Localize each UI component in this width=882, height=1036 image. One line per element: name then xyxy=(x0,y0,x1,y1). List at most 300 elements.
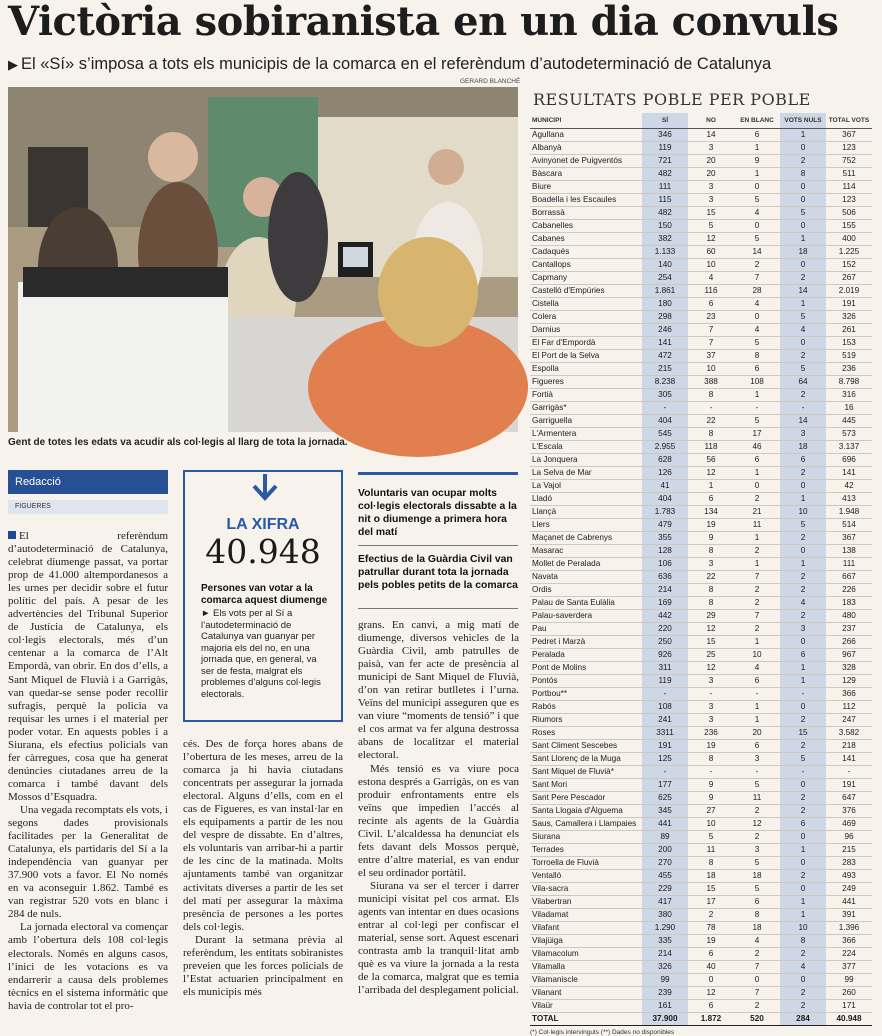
table-cell: 1.290 xyxy=(642,921,688,934)
figure-body: ► Els vots per al Sí a l’autodeterminació de Catalunya van guanyar per majoria els del no, en una jornada que, en general, va ser de festa, malgrat els problemes d’alguns col·legis electorals. xyxy=(201,608,321,700)
table-cell: 28 xyxy=(734,284,780,297)
table-cell: 367 xyxy=(826,531,872,544)
table-row xyxy=(530,479,872,492)
table-cell: 14 xyxy=(780,284,826,297)
table-cell: 3.582 xyxy=(826,726,872,739)
table-row xyxy=(530,648,872,661)
table-cell: 479 xyxy=(642,518,688,531)
table-cell: 1.948 xyxy=(826,505,872,518)
table-cell: 22 xyxy=(688,570,734,583)
table-cell: 254 xyxy=(642,271,688,284)
table-cell: 141 xyxy=(642,336,688,349)
arrow-down-icon xyxy=(249,472,281,502)
table-cell: Vilabertran xyxy=(530,895,642,908)
table-cell: Vila-sacra xyxy=(530,882,642,895)
table-row xyxy=(530,323,872,336)
table-cell: 19 xyxy=(688,739,734,752)
table-cell: Ventalló xyxy=(530,869,642,882)
table-row xyxy=(530,921,872,934)
header-blanc: EN BLANC xyxy=(734,113,780,128)
table-cell: 89 xyxy=(642,830,688,843)
table-row xyxy=(530,427,872,440)
table-cell: 161 xyxy=(642,999,688,1012)
figure-value: 40.948 xyxy=(205,532,321,571)
header-si: SÍ xyxy=(642,113,688,128)
table-cell: 376 xyxy=(826,804,872,817)
table-cell: 5 xyxy=(780,362,826,375)
table-cell: 311 xyxy=(642,661,688,674)
figure-box xyxy=(183,470,343,722)
table-cell: 20 xyxy=(734,726,780,739)
table-cell: 0 xyxy=(780,258,826,271)
table-cell: - xyxy=(642,765,688,778)
table-cell: 1 xyxy=(780,908,826,921)
table-row xyxy=(530,908,872,921)
table-cell: 10 xyxy=(734,648,780,661)
highlight-2: Efectius de la Guàrdia Civil van patrullar durant tota la jornada pels pobles petits de la comarca xyxy=(358,554,518,591)
table-cell: 4 xyxy=(734,934,780,947)
table-cell: La Selva de Mar xyxy=(530,466,642,479)
table-row xyxy=(530,453,872,466)
table-row xyxy=(530,661,872,674)
table-cell: 2 xyxy=(780,388,826,401)
table-cell: Figueres xyxy=(530,375,642,388)
table-cell: 2 xyxy=(780,947,826,960)
table-cell: Lladó xyxy=(530,492,642,505)
table-cell: 12 xyxy=(688,232,734,245)
table-cell: 2 xyxy=(780,570,826,583)
table-cell: 0 xyxy=(780,219,826,232)
table-cell: 108 xyxy=(734,375,780,388)
table-row xyxy=(530,843,872,856)
table-cell: 96 xyxy=(826,830,872,843)
table-cell: 9 xyxy=(734,154,780,167)
table-cell: Espolla xyxy=(530,362,642,375)
table-cell: 37 xyxy=(688,349,734,362)
table-cell: 6 xyxy=(734,362,780,375)
table-cell: 0 xyxy=(688,973,734,986)
divider xyxy=(358,545,518,546)
table-cell: 2 xyxy=(734,492,780,505)
table-row xyxy=(530,336,872,349)
table-cell: 128 xyxy=(642,544,688,557)
table-row xyxy=(530,245,872,258)
table-cell: 18 xyxy=(688,869,734,882)
table-row xyxy=(530,310,872,323)
table-cell: 191 xyxy=(826,297,872,310)
table-cell: Biure xyxy=(530,180,642,193)
header-total: TOTAL VOTS xyxy=(826,113,872,128)
table-cell: 200 xyxy=(642,843,688,856)
table-cell: 22 xyxy=(688,414,734,427)
polling-station-photo xyxy=(8,87,518,432)
table-cell: 8 xyxy=(688,427,734,440)
table-cell: 2 xyxy=(780,349,826,362)
table-cell: 1 xyxy=(780,128,826,141)
table-cell: 106 xyxy=(642,557,688,570)
table-cell: 141 xyxy=(826,466,872,479)
table-cell: 0 xyxy=(780,973,826,986)
table-cell: 5 xyxy=(734,232,780,245)
table-cell: 469 xyxy=(826,817,872,830)
table-cell: 42 xyxy=(826,479,872,492)
table-cell: 1 xyxy=(734,388,780,401)
table-cell: 112 xyxy=(826,700,872,713)
table-cell: 15 xyxy=(688,882,734,895)
table-cell: 15 xyxy=(780,726,826,739)
table-cell: 1 xyxy=(734,700,780,713)
table-cell: Masarac xyxy=(530,544,642,557)
table-cell: 260 xyxy=(826,986,872,999)
table-cell: 366 xyxy=(826,687,872,700)
table-cell: 118 xyxy=(688,440,734,453)
table-cell: 169 xyxy=(642,596,688,609)
table-cell: 391 xyxy=(826,908,872,921)
table-cell: 2 xyxy=(780,531,826,544)
table-cell: 6 xyxy=(734,453,780,466)
table-row xyxy=(530,934,872,947)
table-cell: 1 xyxy=(780,557,826,570)
table-cell: 3 xyxy=(780,427,826,440)
table-cell: 4 xyxy=(688,271,734,284)
table-cell: Castelló d'Empúries xyxy=(530,284,642,297)
table-cell: 241 xyxy=(642,713,688,726)
table-cell: Riumors xyxy=(530,713,642,726)
table-row xyxy=(530,583,872,596)
paragraph: Una vegada recomptats els vots, i segons dades provisionals facilitades per la Generalitat de Catalunya, els partidaris del Sí a la independència van guanyar per 37.900 vots a favor. El No només en va aconseguir 1.862. També es van registrar 520 vots en blanc i 284 de nuls. xyxy=(8,803,168,921)
table-row xyxy=(530,154,872,167)
table-cell: 3.137 xyxy=(826,440,872,453)
table-cell: 134 xyxy=(688,505,734,518)
table-cell: 155 xyxy=(826,219,872,232)
table-cell: 1 xyxy=(780,674,826,687)
triangle-bullet-icon: ▶ xyxy=(8,57,18,72)
table-cell: 56 xyxy=(688,453,734,466)
table-cell: Vilamaniscle xyxy=(530,973,642,986)
table-cell: 8 xyxy=(688,596,734,609)
table-cell: 417 xyxy=(642,895,688,908)
table-cell: Terrades xyxy=(530,843,642,856)
table-cell: 9 xyxy=(688,778,734,791)
table-cell: 119 xyxy=(642,141,688,154)
header-no: NO xyxy=(688,113,734,128)
table-cell: TOTAL xyxy=(530,1012,642,1025)
table-cell: - xyxy=(780,687,826,700)
table-cell: 1.783 xyxy=(642,505,688,518)
table-cell: Sant Climent Sescebes xyxy=(530,739,642,752)
table-cell: 493 xyxy=(826,869,872,882)
table-cell: Colera xyxy=(530,310,642,323)
table-cell: 0 xyxy=(734,310,780,323)
table-cell: 270 xyxy=(642,856,688,869)
table-cell: 7 xyxy=(734,570,780,583)
table-cell: 14 xyxy=(734,245,780,258)
table-cell: 11 xyxy=(734,791,780,804)
table-cell: 0 xyxy=(780,830,826,843)
table-cell: 647 xyxy=(826,791,872,804)
table-cell: 8 xyxy=(688,583,734,596)
table-cell: 4 xyxy=(780,960,826,973)
table-cell: 3 xyxy=(688,193,734,206)
table-row xyxy=(530,219,872,232)
table-cell: 1.872 xyxy=(688,1012,734,1025)
table-cell: 328 xyxy=(826,661,872,674)
table-row xyxy=(530,414,872,427)
table-cell: Llançà xyxy=(530,505,642,518)
table-row xyxy=(530,674,872,687)
table-row xyxy=(530,635,872,648)
table-cell: 267 xyxy=(826,271,872,284)
table-row xyxy=(530,882,872,895)
table-row xyxy=(530,856,872,869)
table-cell: Vilamalla xyxy=(530,960,642,973)
article-column-3 xyxy=(358,619,519,997)
table-cell: 25 xyxy=(688,648,734,661)
table-cell: El Port de la Selva xyxy=(530,349,642,362)
table-row xyxy=(530,505,872,518)
table-cell: - xyxy=(688,687,734,700)
table-cell: 16 xyxy=(826,401,872,414)
table-cell: 1 xyxy=(780,297,826,310)
table-cell: 5 xyxy=(688,219,734,232)
table-cell: 380 xyxy=(642,908,688,921)
table-row xyxy=(530,765,872,778)
divider xyxy=(358,608,518,609)
table-row xyxy=(530,830,872,843)
table-cell: 114 xyxy=(826,180,872,193)
table-cell: 696 xyxy=(826,453,872,466)
table-cell: 0 xyxy=(780,544,826,557)
table-row xyxy=(530,960,872,973)
table-cell: 224 xyxy=(826,947,872,960)
table-cell: 226 xyxy=(826,583,872,596)
table-cell: 6 xyxy=(780,648,826,661)
table-cell: 455 xyxy=(642,869,688,882)
table-cell: 8 xyxy=(734,349,780,362)
table-cell: 191 xyxy=(642,739,688,752)
table-cell: 377 xyxy=(826,960,872,973)
table-cell: 2 xyxy=(780,804,826,817)
table-cell: 2 xyxy=(734,947,780,960)
table-cell: 636 xyxy=(642,570,688,583)
table-cell: 7 xyxy=(688,336,734,349)
table-cell: 667 xyxy=(826,570,872,583)
table-cell: 6 xyxy=(688,947,734,960)
table-cell: Pedret i Marzà xyxy=(530,635,642,648)
table-cell: 625 xyxy=(642,791,688,804)
table-row xyxy=(530,193,872,206)
table-row xyxy=(530,284,872,297)
table-cell: Cabanes xyxy=(530,232,642,245)
table-cell: 99 xyxy=(826,973,872,986)
table-row xyxy=(530,232,872,245)
table-cell: 335 xyxy=(642,934,688,947)
table-cell: 5 xyxy=(734,414,780,427)
table-row xyxy=(530,362,872,375)
table-cell: 1 xyxy=(780,232,826,245)
table-cell: 191 xyxy=(826,778,872,791)
table-cell: Portbou** xyxy=(530,687,642,700)
table-cell: 2 xyxy=(734,830,780,843)
table-cell: 305 xyxy=(642,388,688,401)
table-cell: 60 xyxy=(688,245,734,258)
table-cell: Albanyà xyxy=(530,141,642,154)
table-cell: 19 xyxy=(688,518,734,531)
table-cell: 214 xyxy=(642,947,688,960)
table-row xyxy=(530,869,872,882)
table-row xyxy=(530,206,872,219)
table-row xyxy=(530,622,872,635)
header-nuls: VOTS NULS xyxy=(780,113,826,128)
table-cell: 177 xyxy=(642,778,688,791)
table-cell: 0 xyxy=(780,700,826,713)
table-cell: Viladamat xyxy=(530,908,642,921)
table-cell: 7 xyxy=(734,271,780,284)
table-cell: 236 xyxy=(688,726,734,739)
table-cell: 2 xyxy=(688,908,734,921)
table-cell: 111 xyxy=(642,180,688,193)
table-cell: 10 xyxy=(688,362,734,375)
table-cell: 19 xyxy=(688,934,734,947)
table-cell: 6 xyxy=(734,674,780,687)
table-cell: 8 xyxy=(688,388,734,401)
table-cell: 506 xyxy=(826,206,872,219)
table-cell: 366 xyxy=(826,934,872,947)
table-cell: 7 xyxy=(734,986,780,999)
table-cell: Bàscara xyxy=(530,167,642,180)
table-cell: 115 xyxy=(642,193,688,206)
table-cell: Saus, Camallera i Llampaies xyxy=(530,817,642,830)
table-cell: 0 xyxy=(734,973,780,986)
table-cell: 4 xyxy=(734,661,780,674)
table-header-row xyxy=(530,113,872,128)
table-cell: - xyxy=(642,401,688,414)
table-cell: 326 xyxy=(826,310,872,323)
table-cell: - xyxy=(688,401,734,414)
table-cell: 1.133 xyxy=(642,245,688,258)
figure-lede: Persones van votar a la comarca aquest diumenge xyxy=(201,583,328,606)
table-cell: 99 xyxy=(642,973,688,986)
table-row xyxy=(530,778,872,791)
paragraph: Més tensió es va viure poca estona després a Garrigàs, on es van produir enfrontaments entre els veïns que impedien l’accés al recinte als agents de la Guàrdia Civil. L’alcaldessa ha denunciat els fets davant dels Mossos perquè, entre d’altre material, es van endur el seu ordinador portàtil. xyxy=(358,762,519,879)
table-cell: 472 xyxy=(642,349,688,362)
table-cell: 10 xyxy=(688,258,734,271)
table-cell: - xyxy=(734,687,780,700)
table-cell: - xyxy=(734,401,780,414)
dateline: FIGUERES xyxy=(8,500,168,514)
table-cell: 3311 xyxy=(642,726,688,739)
table-cell: 40 xyxy=(688,960,734,973)
table-cell: Sant Miquel de Fluvià* xyxy=(530,765,642,778)
table-cell: 4 xyxy=(734,297,780,310)
table-cell: 445 xyxy=(826,414,872,427)
photo-caption: Gent de totes les edats va acudir als col·legis al llarg de tota la jornada. xyxy=(8,437,348,448)
table-cell: 0 xyxy=(780,778,826,791)
table-cell: 11 xyxy=(734,518,780,531)
table-cell: Fortià xyxy=(530,388,642,401)
table-cell: 123 xyxy=(826,193,872,206)
table-cell: 2.955 xyxy=(642,440,688,453)
paragraph: La jornada electoral va començar amb l’obertura dels 108 col·legis electorals. Només en alguns casos, l’inici de les votacions es va endarrerir a causa dels problemes tècnics en el sistema informàtic que havia de controlar tot el pro- xyxy=(8,921,168,1012)
table-cell: 2.019 xyxy=(826,284,872,297)
table-row xyxy=(530,167,872,180)
table-cell: 247 xyxy=(826,713,872,726)
table-cell: 1 xyxy=(734,635,780,648)
table-cell: Navata xyxy=(530,570,642,583)
paragraph: Durant la setmana prèvia al referèndum, les entitats sobiranistes preveien que les forces policials de l’Estat actuarien principalment en els municipis més xyxy=(183,933,343,998)
table-cell: 266 xyxy=(826,635,872,648)
table-cell: 8 xyxy=(688,544,734,557)
table-cell: 78 xyxy=(688,921,734,934)
table-row xyxy=(530,440,872,453)
table-cell: 2 xyxy=(734,258,780,271)
table-cell: 0 xyxy=(780,635,826,648)
table-cell: Pau xyxy=(530,622,642,635)
table-cell: Cantallops xyxy=(530,258,642,271)
table-cell: 0 xyxy=(780,336,826,349)
table-cell: 7 xyxy=(734,609,780,622)
table-row xyxy=(530,180,872,193)
table-cell: 23 xyxy=(688,310,734,323)
table-cell: 8.238 xyxy=(642,375,688,388)
table-cell: 119 xyxy=(642,674,688,687)
article-column-2 xyxy=(183,738,343,999)
table-cell: 215 xyxy=(642,362,688,375)
table-cell: 326 xyxy=(642,960,688,973)
table-cell: 14 xyxy=(688,128,734,141)
table-cell: 3 xyxy=(688,713,734,726)
table-cell: 180 xyxy=(642,297,688,310)
table-cell: 8 xyxy=(688,752,734,765)
table-cell: Mollet de Peralada xyxy=(530,557,642,570)
table-cell: 441 xyxy=(826,895,872,908)
table-cell: 480 xyxy=(826,609,872,622)
table-cell: 123 xyxy=(826,141,872,154)
table-cell: 514 xyxy=(826,518,872,531)
table-cell: 229 xyxy=(642,882,688,895)
table-cell: Darnius xyxy=(530,323,642,336)
table-cell: 15 xyxy=(688,635,734,648)
table-cell: 41 xyxy=(642,479,688,492)
table-cell: 17 xyxy=(734,427,780,440)
table-cell: 967 xyxy=(826,648,872,661)
table-cell: 284 xyxy=(780,1012,826,1025)
table-cell: 2 xyxy=(780,869,826,882)
table-cell: 40.948 xyxy=(826,1012,872,1025)
total-row xyxy=(530,1012,872,1025)
table-cell: 1 xyxy=(734,167,780,180)
table-cell: 3 xyxy=(688,141,734,154)
table-cell: 4 xyxy=(780,323,826,336)
table-cell: 116 xyxy=(688,284,734,297)
table-cell: 125 xyxy=(642,752,688,765)
table-cell: 1.861 xyxy=(642,284,688,297)
table-cell: 29 xyxy=(688,609,734,622)
table-cell: Ordis xyxy=(530,583,642,596)
table-cell: 214 xyxy=(642,583,688,596)
table-cell: 2 xyxy=(780,609,826,622)
table-cell: 316 xyxy=(826,388,872,401)
table-cell: 141 xyxy=(826,752,872,765)
table-cell: 8 xyxy=(780,167,826,180)
table-cell: 6 xyxy=(734,739,780,752)
table-cell: 2 xyxy=(780,271,826,284)
table-cell: Borrassà xyxy=(530,206,642,219)
table-cell: 482 xyxy=(642,167,688,180)
table-cell: 0 xyxy=(734,180,780,193)
table-cell: 0 xyxy=(734,479,780,492)
results-body xyxy=(530,128,872,1012)
